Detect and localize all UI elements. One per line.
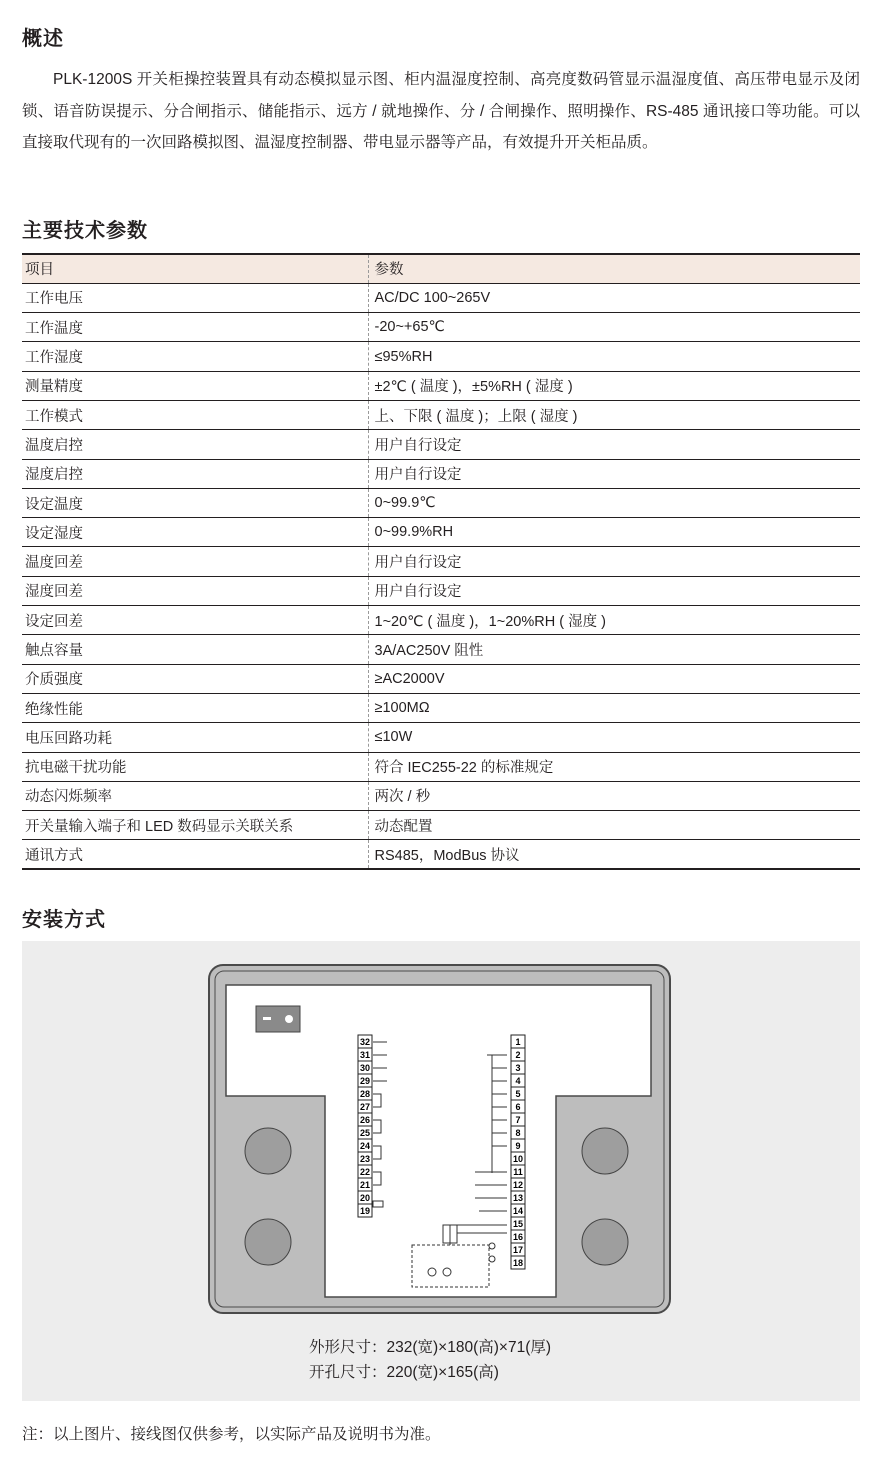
overview-title: 概述 bbox=[22, 28, 64, 50]
spec-param: 两次 / 秒 bbox=[368, 781, 860, 810]
spec-item: 测量精度 bbox=[22, 371, 368, 400]
terminal-label: 27 bbox=[359, 1102, 371, 1112]
spec-item: 电压回路功耗 bbox=[22, 723, 368, 752]
spec-param: ≥100MΩ bbox=[368, 693, 860, 722]
panel-diagram bbox=[207, 963, 672, 1318]
spec-row bbox=[22, 664, 860, 693]
terminal-label: 19 bbox=[359, 1206, 371, 1216]
spec-row bbox=[22, 811, 860, 840]
spec-row bbox=[22, 459, 860, 488]
spec-row bbox=[22, 342, 860, 371]
spec-param: ≤10W bbox=[368, 723, 860, 752]
spec-item: 湿度启控 bbox=[22, 459, 368, 488]
spec-row bbox=[22, 576, 860, 605]
spec-row bbox=[22, 518, 860, 547]
dimension-text bbox=[309, 1335, 551, 1385]
panel-switch bbox=[256, 1006, 300, 1032]
spec-row bbox=[22, 752, 860, 781]
spec-param: -20~+65℃ bbox=[368, 313, 860, 342]
terminal-label: 17 bbox=[512, 1245, 524, 1255]
spec-param: RS485，ModBus 协议 bbox=[368, 840, 860, 869]
spec-param: 上、下限 ( 温度 )；上限 ( 湿度 ) bbox=[368, 400, 860, 429]
footnote: 注：以上图片、接线图仅供参考，以实际产品及说明书为准。 bbox=[22, 1426, 441, 1443]
spec-param: 0~99.9%RH bbox=[368, 518, 860, 547]
terminal-label: 16 bbox=[512, 1232, 524, 1242]
terminal-label: 10 bbox=[512, 1154, 524, 1164]
spec-item: 设定温度 bbox=[22, 488, 368, 517]
knob-top-left bbox=[245, 1128, 291, 1174]
spec-row bbox=[22, 371, 860, 400]
spec-item: 设定回差 bbox=[22, 606, 368, 635]
spec-param: 用户自行设定 bbox=[368, 576, 860, 605]
spec-item: 温度启控 bbox=[22, 430, 368, 459]
spec-item: 设定湿度 bbox=[22, 518, 368, 547]
specs-title: 主要技术参数 bbox=[22, 220, 148, 242]
spec-item: 温度回差 bbox=[22, 547, 368, 576]
terminal-label: 2 bbox=[515, 1050, 521, 1060]
spec-param: ≥AC2000V bbox=[368, 664, 860, 693]
spec-item: 抗电磁干扰功能 bbox=[22, 752, 368, 781]
knob-bottom-right bbox=[582, 1219, 628, 1265]
specs-header-row bbox=[22, 254, 860, 283]
spec-row bbox=[22, 635, 860, 664]
terminal-label: 14 bbox=[512, 1206, 524, 1216]
terminal-label: 20 bbox=[359, 1193, 371, 1203]
spec-item: 工作电压 bbox=[22, 283, 368, 312]
terminal-label: 25 bbox=[359, 1128, 371, 1138]
terminal-label: 23 bbox=[359, 1154, 371, 1164]
terminal-label: 5 bbox=[515, 1089, 521, 1099]
spec-row bbox=[22, 400, 860, 429]
terminal-label: 4 bbox=[515, 1076, 521, 1086]
spec-param: AC/DC 100~265V bbox=[368, 283, 860, 312]
terminal-label: 32 bbox=[359, 1037, 371, 1047]
terminal-label: 12 bbox=[512, 1180, 524, 1190]
spec-param: 用户自行设定 bbox=[368, 459, 860, 488]
spec-item: 工作温度 bbox=[22, 313, 368, 342]
spec-row bbox=[22, 693, 860, 722]
header-item: 项目 bbox=[22, 254, 368, 283]
spec-param: 符合 IEC255-22 的标准规定 bbox=[368, 752, 860, 781]
terminal-label: 6 bbox=[515, 1102, 521, 1112]
spec-row bbox=[22, 781, 860, 810]
terminal-label: 9 bbox=[515, 1141, 521, 1151]
terminal-label: 8 bbox=[515, 1128, 521, 1138]
terminal-label: 3 bbox=[515, 1063, 521, 1073]
right-terminal-strip bbox=[511, 1035, 525, 1269]
spec-param: 3A/AC250V 阻性 bbox=[368, 635, 860, 664]
spec-row bbox=[22, 547, 860, 576]
spec-param: 用户自行设定 bbox=[368, 547, 860, 576]
spec-item: 工作湿度 bbox=[22, 342, 368, 371]
spec-row bbox=[22, 313, 860, 342]
terminal-label: 13 bbox=[512, 1193, 524, 1203]
knob-bottom-left bbox=[245, 1219, 291, 1265]
specs-table-body bbox=[22, 283, 860, 869]
spec-item: 开关量输入端子和 LED 数码显示关联关系 bbox=[22, 811, 368, 840]
terminal-label: 22 bbox=[359, 1167, 371, 1177]
header-param: 参数 bbox=[368, 254, 860, 283]
terminal-label: 29 bbox=[359, 1076, 371, 1086]
spec-row bbox=[22, 283, 860, 312]
spec-item: 湿度回差 bbox=[22, 576, 368, 605]
outer-dimensions: 外形尺寸：232(宽)×180(高)×71(厚) bbox=[309, 1339, 552, 1356]
spec-param: 动态配置 bbox=[368, 811, 860, 840]
panel-switch-dash bbox=[263, 1017, 271, 1020]
terminal-label: 30 bbox=[359, 1063, 371, 1073]
spec-item: 动态闪烁频率 bbox=[22, 781, 368, 810]
terminal-label: 21 bbox=[359, 1180, 371, 1190]
spec-row bbox=[22, 430, 860, 459]
terminal-label: 18 bbox=[512, 1258, 524, 1268]
knob-top-right bbox=[582, 1128, 628, 1174]
specs-table bbox=[22, 253, 860, 870]
spec-row bbox=[22, 723, 860, 752]
spec-item: 触点容量 bbox=[22, 635, 368, 664]
terminal-label: 1 bbox=[515, 1037, 521, 1047]
install-title: 安装方式 bbox=[22, 909, 106, 931]
spec-row bbox=[22, 606, 860, 635]
overview-paragraph: PLK-1200S 开关柜操控装置具有动态模拟显示图、柜内温湿度控制、高亮度数码管显示温湿度值、高压带电显示及闭锁、语音防误提示、分合闸指示、储能指示、远方 / 就地操作、分 / 合闸操作、照明操作、RS-485 通讯接口等功能。可以直接取代现有的一次回路模拟图、温湿度控制器、带电显示器等产品，有效提升开关柜品质。 bbox=[22, 71, 860, 151]
terminal-label: 26 bbox=[359, 1115, 371, 1125]
spec-item: 工作模式 bbox=[22, 400, 368, 429]
terminal-label: 28 bbox=[359, 1089, 371, 1099]
spec-param: ≤95%RH bbox=[368, 342, 860, 371]
terminal-label: 24 bbox=[359, 1141, 371, 1151]
panel-switch-dot bbox=[285, 1015, 293, 1023]
terminal-label: 31 bbox=[359, 1050, 371, 1060]
install-diagram-box bbox=[22, 941, 860, 1401]
spec-row bbox=[22, 840, 860, 869]
spec-item: 通讯方式 bbox=[22, 840, 368, 869]
spec-item: 介质强度 bbox=[22, 664, 368, 693]
left-terminal-strip bbox=[358, 1035, 372, 1217]
terminal-label: 11 bbox=[513, 1167, 523, 1177]
terminal-label: 7 bbox=[515, 1115, 521, 1125]
cutout-dimensions: 开孔尺寸：220(宽)×165(高) bbox=[309, 1364, 499, 1381]
terminal-label: 15 bbox=[512, 1219, 524, 1229]
spec-param: 1~20℃ ( 温度 )，1~20%RH ( 湿度 ) bbox=[368, 606, 860, 635]
spec-param: ±2℃ ( 温度 )，±5%RH ( 湿度 ) bbox=[368, 371, 860, 400]
spec-item: 绝缘性能 bbox=[22, 693, 368, 722]
spec-param: 0~99.9℃ bbox=[368, 488, 860, 517]
spec-param: 用户自行设定 bbox=[368, 430, 860, 459]
spec-row bbox=[22, 488, 860, 517]
